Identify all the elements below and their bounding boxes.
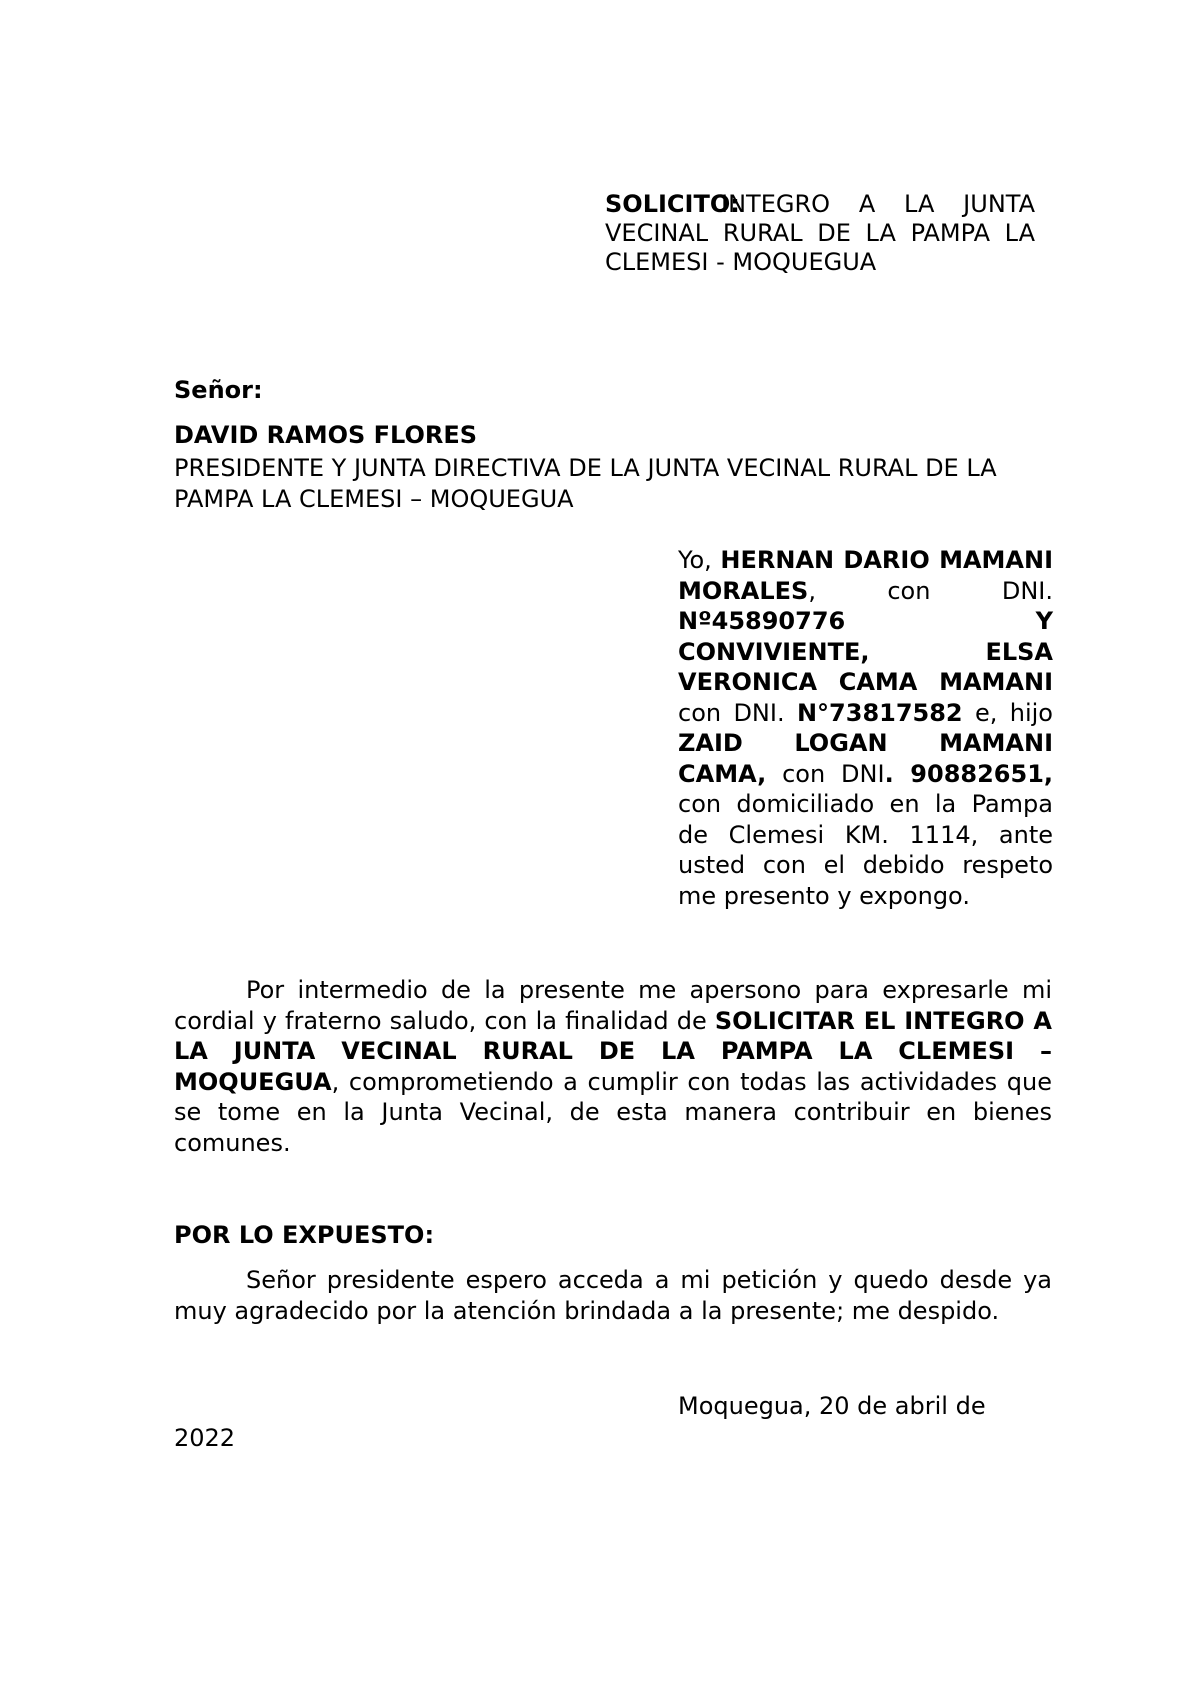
date-line: Moquegua, 20 de abril de [678, 1392, 986, 1420]
intro-yo: Yo, [678, 546, 721, 574]
intro-text-5: con domiciliado en la Pampa de Clemesi KM. 1114, ante usted con el debido respeto me presento y expongo. [678, 790, 1053, 910]
applicant-dni-and-partner: Nº45890776 Y CONVIVIENTE, ELSA VERONICA CAMA MAMANI [678, 607, 1053, 696]
addressee-name: DAVID RAMOS FLORES [174, 421, 478, 449]
introduction-paragraph [678, 545, 1053, 911]
salutation: Señor: [174, 376, 263, 404]
body-paragraph [174, 975, 1052, 1158]
intro-text-3: e, hijo [962, 698, 1053, 727]
addressee-title: PRESIDENTE Y JUNTA DIRECTIVA DE LA JUNTA VECINAL RURAL DE LA PAMPA LA CLEMESI – MOQUEGUA [174, 454, 997, 513]
date-year: 2022 [174, 1424, 236, 1452]
intro-text-1: , con DNI. [808, 576, 1053, 605]
partner-dni: N°73817582 [796, 698, 963, 727]
closing-paragraph [174, 1265, 1052, 1327]
child-dni: . 90882651, [884, 759, 1054, 788]
applicant-name: HERNAN DARIO MAMANI MORALES [678, 546, 1053, 605]
por-lo-expuesto-label: POR LO EXPUESTO: [174, 1221, 435, 1249]
body-text-b: , comprometiendo a cumplir con todas las actividades que se tome en la Junta Vecinal, de esta manera contribuir en bienes comunes. [174, 1067, 1052, 1157]
body-text-a: Por intermedio de la presente me apersono para expresarle mi cordial y fraterno saludo, con la finalidad de [174, 976, 1052, 1035]
solicito-text: INTEGRO A LA JUNTA VECINAL RURAL DE LA PAMPA LA CLEMESI - MOQUEGUA [605, 190, 1035, 276]
intro-text-2: con DNI. [678, 698, 797, 727]
child-name: ZAID LOGAN MAMANI CAMA, [678, 729, 1053, 788]
closing-text: Señor presidente espero acceda a mi petición y quedo desde ya muy agradecido por la atención brindada a la presente; me despido. [174, 1266, 1052, 1325]
intro-text-4: con DNI [766, 759, 885, 788]
solicito-label: SOLICITO: [605, 190, 740, 218]
body-request: SOLICITAR EL INTEGRO A LA JUNTA VECINAL RURAL DE LA PAMPA LA CLEMESI – MOQUEGUA [174, 1006, 1052, 1096]
